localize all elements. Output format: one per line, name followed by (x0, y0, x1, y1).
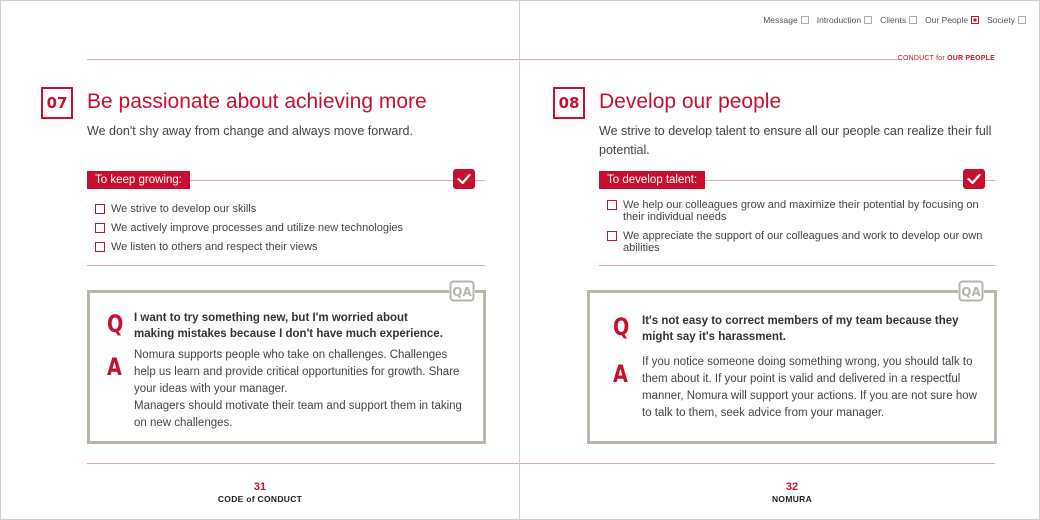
nav-checkbox-active-icon (971, 16, 979, 24)
qa-answer-para: Managers should motivate their team and support them in taking on new challenges. (134, 400, 462, 429)
conduct-strong: OUR PEOPLE (947, 55, 995, 62)
nav-checkbox-icon (1018, 16, 1026, 24)
footer-rule-right (520, 463, 995, 464)
nav-item-message[interactable] (763, 15, 809, 25)
list-item (95, 241, 485, 253)
qa-answer (642, 354, 977, 422)
list-rule (599, 265, 995, 266)
nav-item-introduction[interactable] (817, 15, 872, 25)
footer-rule-left (87, 463, 519, 464)
section-number: 08 (553, 87, 585, 119)
pill-label: To keep growing: (87, 171, 190, 189)
list-item (607, 230, 987, 254)
list-rule (87, 265, 485, 266)
conduct-tag (898, 55, 995, 62)
qa-answer-para: Nomura supports people who take on challenges. Challenges help us learn and provide critical opportunities for growth. Share your ideas with your manager. (134, 349, 460, 395)
list-item (607, 199, 987, 223)
conduct-prefix: CONDUCT for (897, 55, 948, 62)
nomura-logo: NOMURA (771, 494, 813, 504)
footer-text: CODE of CONDUCT (217, 494, 303, 504)
list-item-text: We actively improve processes and utilize new technologies (111, 222, 404, 234)
nav-checkbox-icon (864, 16, 872, 24)
list-item (95, 222, 485, 234)
qa-question: It's not easy to correct members of my team because they might say it's harassment. (642, 315, 959, 343)
nav-label: Our People (925, 15, 969, 25)
qa-badge-icon (449, 280, 475, 302)
svg-text:QA: QA (961, 285, 981, 299)
section-title: Develop our people (599, 90, 782, 113)
section-title: Be passionate about achieving more (87, 90, 427, 113)
section-number: 07 (41, 87, 73, 119)
list-item-text: We listen to others and respect their views (111, 241, 318, 253)
checkbox-icon (95, 223, 105, 233)
qa-answer (134, 347, 464, 432)
qa-badge-icon (958, 280, 984, 302)
check-list (95, 203, 485, 260)
checkbox-icon (95, 242, 105, 252)
pill-label: To develop talent: (599, 171, 705, 189)
checkmark-icon (963, 169, 985, 189)
a-letter: A (613, 360, 628, 388)
section-subtitle: We don't shy away from change and always move forward. (87, 124, 413, 138)
section-subtitle: We strive to develop talent to ensure all our people can realize their full potential. (599, 124, 992, 157)
nav-item-clients[interactable] (880, 15, 917, 25)
page-spine (519, 0, 520, 520)
checkbox-icon (95, 204, 105, 214)
list-item-text: We appreciate the support of our colleagues and work to develop our own abilities (623, 230, 983, 254)
qa-question: I want to try something new, but I'm worried about making mistakes because I don't have much experience. (134, 312, 443, 340)
list-item-text: We strive to develop our skills (111, 203, 257, 215)
a-letter: A (107, 353, 122, 381)
nav-label: Introduction (816, 15, 862, 25)
nav-label: Clients (880, 15, 907, 25)
checkmark-icon (453, 169, 475, 189)
qa-answer-para: If you notice someone doing something wrong, you should talk to them about it. If your point is valid and delivered in a respectful manner, Nomura will support your actions. If you are not sure how to talk to them, seek advice from your manager. (642, 356, 977, 419)
check-list (607, 199, 987, 261)
nav-label: Society (987, 15, 1015, 25)
checkbox-icon (607, 231, 617, 241)
page-number: 31 (253, 481, 267, 493)
q-letter: Q (613, 313, 630, 341)
q-letter: Q (107, 310, 124, 338)
top-nav (763, 15, 1026, 25)
list-item (95, 203, 485, 215)
nav-checkbox-icon (909, 16, 917, 24)
nav-item-society[interactable] (987, 15, 1026, 25)
nav-checkbox-icon (801, 16, 809, 24)
header-rule-left (87, 59, 519, 60)
page-number: 32 (785, 481, 799, 493)
svg-text:QA: QA (452, 285, 472, 299)
checkbox-icon (607, 200, 617, 210)
nav-label: Message (763, 15, 798, 25)
list-item-text: We help our colleagues grow and maximize their potential by focusing on their individual needs (623, 199, 979, 223)
nav-item-our-people[interactable] (925, 15, 979, 25)
header-rule-right (520, 59, 900, 60)
